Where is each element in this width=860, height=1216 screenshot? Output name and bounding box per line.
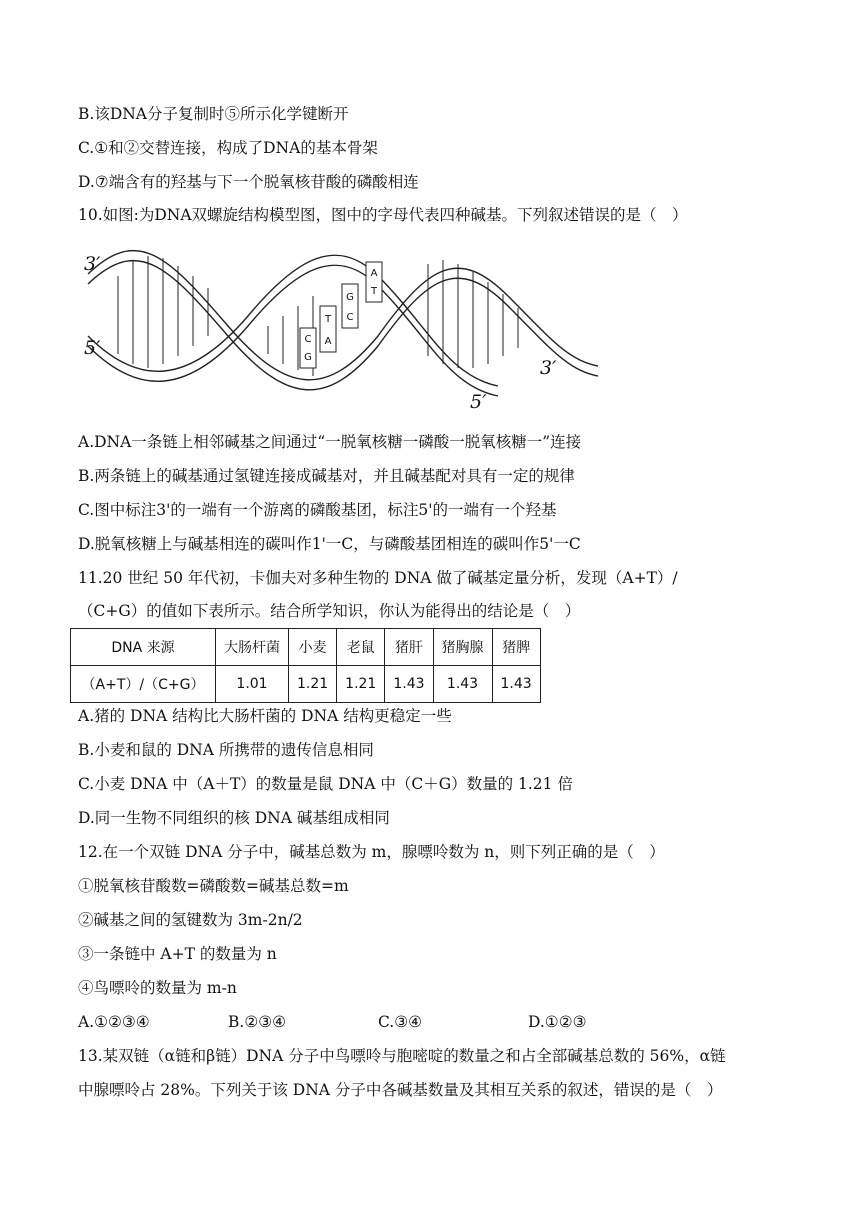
base-letter: A [324, 336, 332, 347]
q9-option-d: D.⑦端含有的羟基与下一个脱氧核苷酸的磷酸相连 [78, 173, 419, 191]
q10-option-d: D.脱氧核糖上与碱基相连的碳叫作1'一C，与磷酸基团相连的碳叫作5'一C [78, 535, 581, 553]
label-5prime-bottom: 5′ [470, 391, 487, 413]
q11-stem-line1: 11.20 世纪 50 年代初，卡伽夫对多种生物的 DNA 做了碱基定量分析，发现（A+T）/ [78, 569, 678, 587]
table-cell: 1.43 [433, 666, 492, 703]
base-letter: C [304, 334, 312, 345]
q10-option-a: A.DNA一条链上相邻碱基之间通过“一脱氧核糖一磷酸一脱氧核糖一”连接 [78, 433, 582, 451]
base-letter: C [346, 312, 354, 323]
q12-option-d: D.①②③ [528, 1013, 587, 1031]
q10-option-b: B.两条链上的碱基通过氢键连接成碱基对，并且碱基配对具有一定的规律 [78, 467, 575, 485]
q12-item-2: ②碱基之间的氢键数为 3m-2n/2 [78, 911, 303, 929]
base-letter: G [346, 292, 354, 303]
table-cell: 猪肝 [385, 629, 433, 666]
table-cell: DNA 来源 [71, 629, 216, 666]
q10-stem: 10.如图:为DNA双螺旋结构模型图，图中的字母代表四种碱基。下列叙述错误的是（ ） [78, 206, 688, 224]
helix-strand-2 [88, 255, 498, 396]
q12-option-b: B.②③④ [228, 1013, 287, 1031]
base-letter: A [370, 268, 378, 279]
table-cell: 1.43 [492, 666, 540, 703]
q13-stem-line2: 中腺嘌呤占 28%。下列关于该 DNA 分子中各碱基数量及其相互关系的叙述，错误的是（ ） [78, 1081, 723, 1099]
q10-option-c: C.图中标注3'的一端有一个游离的磷酸基团，标注5'的一端有一个羟基 [78, 501, 557, 519]
table-cell: 小麦 [289, 629, 337, 666]
label-3prime-top-left: 3′ [84, 253, 101, 275]
helix-rungs [118, 256, 518, 376]
table-row [71, 666, 541, 703]
table-cell: 大肠杆菌 [216, 629, 289, 666]
q11-data-table [70, 628, 541, 703]
table-header-row [71, 629, 541, 666]
base-pair-boxes [300, 262, 382, 368]
base-letter: T [370, 286, 378, 297]
table-cell: 1.21 [337, 666, 385, 703]
q11-option-d: D.同一生物不同组织的核 DNA 碱基组成相同 [78, 809, 390, 827]
label-5prime-bottom-left: 5′ [84, 337, 101, 359]
q12-option-c: C.③④ [378, 1013, 423, 1031]
table-cell: 1.01 [216, 666, 289, 703]
base-letter: G [304, 352, 312, 363]
base-letter: T [324, 314, 332, 325]
q11-option-a: A.猪的 DNA 结构比大肠杆菌的 DNA 结构更稳定一些 [78, 707, 452, 725]
q11-stem-line2: （C+G）的值如下表所示。结合所学知识，你认为能得出的结论是（ ） [78, 602, 581, 620]
q12-option-a: A.①②③④ [78, 1013, 150, 1031]
table-cell: 猪脾 [492, 629, 540, 666]
table-cell: 老鼠 [337, 629, 385, 666]
q11-option-b: B.小麦和鼠的 DNA 所携带的遗传信息相同 [78, 741, 374, 759]
q12-item-4: ④鸟嘌呤的数量为 m-n [78, 979, 237, 997]
q12-item-3: ③一条链中 A+T 的数量为 n [78, 945, 277, 963]
dna-double-helix-figure [78, 236, 598, 416]
table-cell: 1.43 [385, 666, 433, 703]
q12-stem: 12.在一个双链 DNA 分子中，碱基总数为 m，腺嘌呤数为 n，则下列正确的是（ ） [78, 843, 665, 861]
q13-stem-line1: 13.某双链（α链和β链）DNA 分子中鸟嘌呤与胞嘧啶的数量之和占全部碱基总数的 56%，α链 [78, 1047, 726, 1065]
q11-option-c: C.小麦 DNA 中（A＋T）的数量是鼠 DNA 中（C＋G）数量的 1.21 倍 [78, 775, 573, 793]
q12-item-1: ①脱氧核苷酸数=磷酸数=碱基总数=m [78, 877, 349, 895]
q9-option-c: C.①和②交替连接，构成了DNA的基本骨架 [78, 139, 378, 157]
table-cell: （A+T）/（C+G） [71, 666, 216, 703]
q9-option-b: B.该DNA分子复制时⑤所示化学键断开 [78, 105, 349, 123]
label-3prime-right: 3′ [540, 357, 557, 379]
table-cell: 1.21 [289, 666, 337, 703]
table-cell: 猪胸腺 [433, 629, 492, 666]
